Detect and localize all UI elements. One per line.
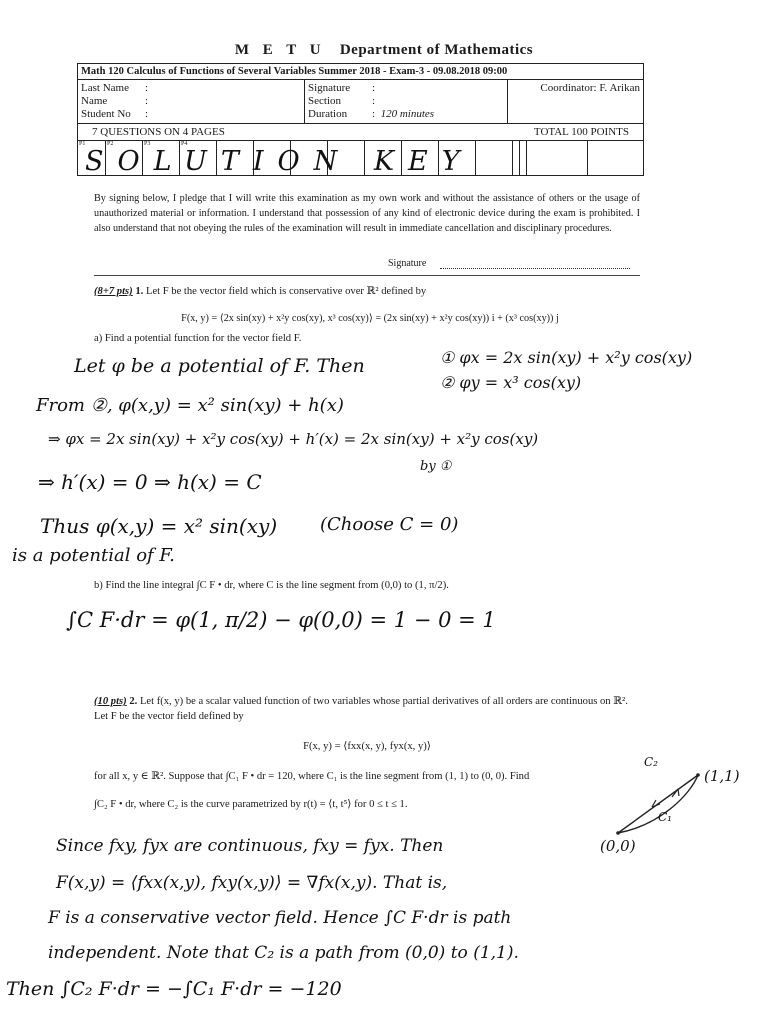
grid-label-p1: P1 xyxy=(79,141,86,147)
label-c1: C₁ xyxy=(658,810,672,824)
label-point-11: (1,1) xyxy=(704,767,740,785)
q1-part-a: a) Find a potential function for the vector field F. xyxy=(94,333,302,344)
q2-sol-line-1: Since fxy, fyx are continuous, fxy = fyx. Then xyxy=(56,836,444,856)
last-name-label: Last Name xyxy=(81,82,129,94)
exam-info: Signature : Section : Duration : 120 minutes xyxy=(304,80,508,123)
pledge-text: By signing below, I pledge that I will write this examination as my own work and without the assistance of others or the usage of unauthorized material or information. I understand that possession of any kind of electronic device during the exam is prohibited. I also understand that not obeying the rules of the examination will result in immediate cancellation and disciplinary procedures. xyxy=(94,193,640,234)
q1-sol-line-4: From ②, φ(x,y) = x² sin(xy) + h(x) xyxy=(36,395,344,416)
q1-sol-line-10: is a potential of F. xyxy=(12,545,175,566)
q1-points: (8+7 pts) xyxy=(94,286,133,297)
q1-sol-line-2: ① φx = 2x sin(xy) + x²y cos(xy) xyxy=(440,348,693,367)
q1-heading xyxy=(94,285,640,297)
label-c2: C₂ xyxy=(644,755,658,769)
q1-part-b: b) Find the line integral ∫C F • dr, where C is the line segment from (0,0) to (1, π/2). xyxy=(94,580,449,591)
q1-sol-line-3: ② φy = x³ cos(xy) xyxy=(440,373,582,392)
q2-sol-line-4: independent. Note that C₂ is a path from (0,0) to (1,1). xyxy=(48,943,519,963)
department-label: Department of Mathematics xyxy=(339,42,534,58)
segment-c1 xyxy=(618,775,698,833)
q2-curve-diagram xyxy=(600,755,760,855)
q2-points: (10 pts) xyxy=(94,696,127,707)
solution-key-handwriting: SOLUTION KEY xyxy=(85,146,474,177)
coordinator: Coordinator: F. Arikan xyxy=(540,82,640,94)
total-points: TOTAL 100 POINTS xyxy=(533,126,629,138)
q2-find: ∫C₂ F • dr, where C₂ is the curve parametrized by r(t) = ⟨t, t⁵⟩ for 0 ≤ t ≤ 1. xyxy=(94,799,408,810)
q2-sol-line-2: F(x,y) = ⟨fxx(x,y), fxy(x,y)⟩ = ∇fx(x,y). That is, xyxy=(56,873,448,893)
signature-label: Signature xyxy=(308,82,351,94)
q1-sol-line-5: ⇒ φx = 2x sin(xy) + x²y cos(xy) + h′(x) = 2x sin(xy) + x²y cos(xy) xyxy=(48,430,539,448)
grid-label-p3: P3 xyxy=(144,141,151,147)
q1-sol-b: ∫C F·dr = φ(1, π/2) − φ(0,0) = 1 − 0 = 1 xyxy=(66,608,496,632)
q2-intro: Let f(x, y) be a scalar valued function of two variables whose partial derivatives of all orders are continuous on ℝ². Let F be the vector field defined by xyxy=(94,696,628,722)
label-point-00: (0,0) xyxy=(600,837,636,855)
q1-number: 1. xyxy=(135,286,144,297)
duration-value: 120 minutes xyxy=(380,108,435,120)
q2-number: 2. xyxy=(129,696,138,707)
q2-sol-line-5: Then ∫C₂ F·dr = −∫C₁ F·dr = −120 xyxy=(6,978,342,1000)
student-no-label: Student No xyxy=(81,108,131,120)
duration-label: Duration xyxy=(308,108,348,120)
q1-sol-line-8: Thus φ(x,y) = x² sin(xy) xyxy=(40,514,278,538)
q2-heading xyxy=(94,694,642,724)
pledge-signature-label: Signature xyxy=(388,258,427,269)
q2-sol-line-3: F is a conservative vector field. Hence ∫C F·dr is path xyxy=(48,908,512,928)
q1-intro: Let F be the vector field which is conservative over ℝ² defined by xyxy=(145,286,427,297)
name-label: Name xyxy=(81,95,108,107)
questions-count: 7 QUESTIONS ON 4 PAGES xyxy=(92,126,225,138)
course-line: Math 120 Calculus of Functions of Several Variables Summer 2018 - Exam-3 - 09.08.2018 09:00 xyxy=(78,64,643,80)
q1-field: F(x, y) = ⟨2x sin(xy) + x²y cos(xy), x³ cos(xy)⟩ = (2x sin(xy) + x²y cos(xy)) i + (x³ cos(xy)) j xyxy=(181,313,559,324)
q1-sol-line-9: (Choose C = 0) xyxy=(320,514,459,535)
signature-line xyxy=(440,268,630,269)
q2-given: for all x, y ∈ ℝ². Suppose that ∫C₁ F • dr = 120, where C₁ is the line segment from (1, 1) to (0, 0). Find xyxy=(94,771,530,782)
metu-label: M E T U xyxy=(234,42,326,58)
q1-sol-line-1: Let φ be a potential of F. Then xyxy=(74,355,365,377)
grid-label-p4: P4 xyxy=(181,141,188,147)
divider xyxy=(94,275,640,276)
q1-sol-line-6: by ① xyxy=(420,459,452,474)
grid-label-p2: P2 xyxy=(107,141,114,147)
student-info: Last Name : Name : Student No : xyxy=(81,82,149,120)
q2-field: F(x, y) = ⟨fxx(x, y), fyx(x, y)⟩ xyxy=(303,741,431,752)
q1-sol-line-7: ⇒ h′(x) = 0 ⇒ h(x) = C xyxy=(38,470,262,494)
section-label: Section xyxy=(308,95,341,107)
page-title xyxy=(0,42,768,59)
